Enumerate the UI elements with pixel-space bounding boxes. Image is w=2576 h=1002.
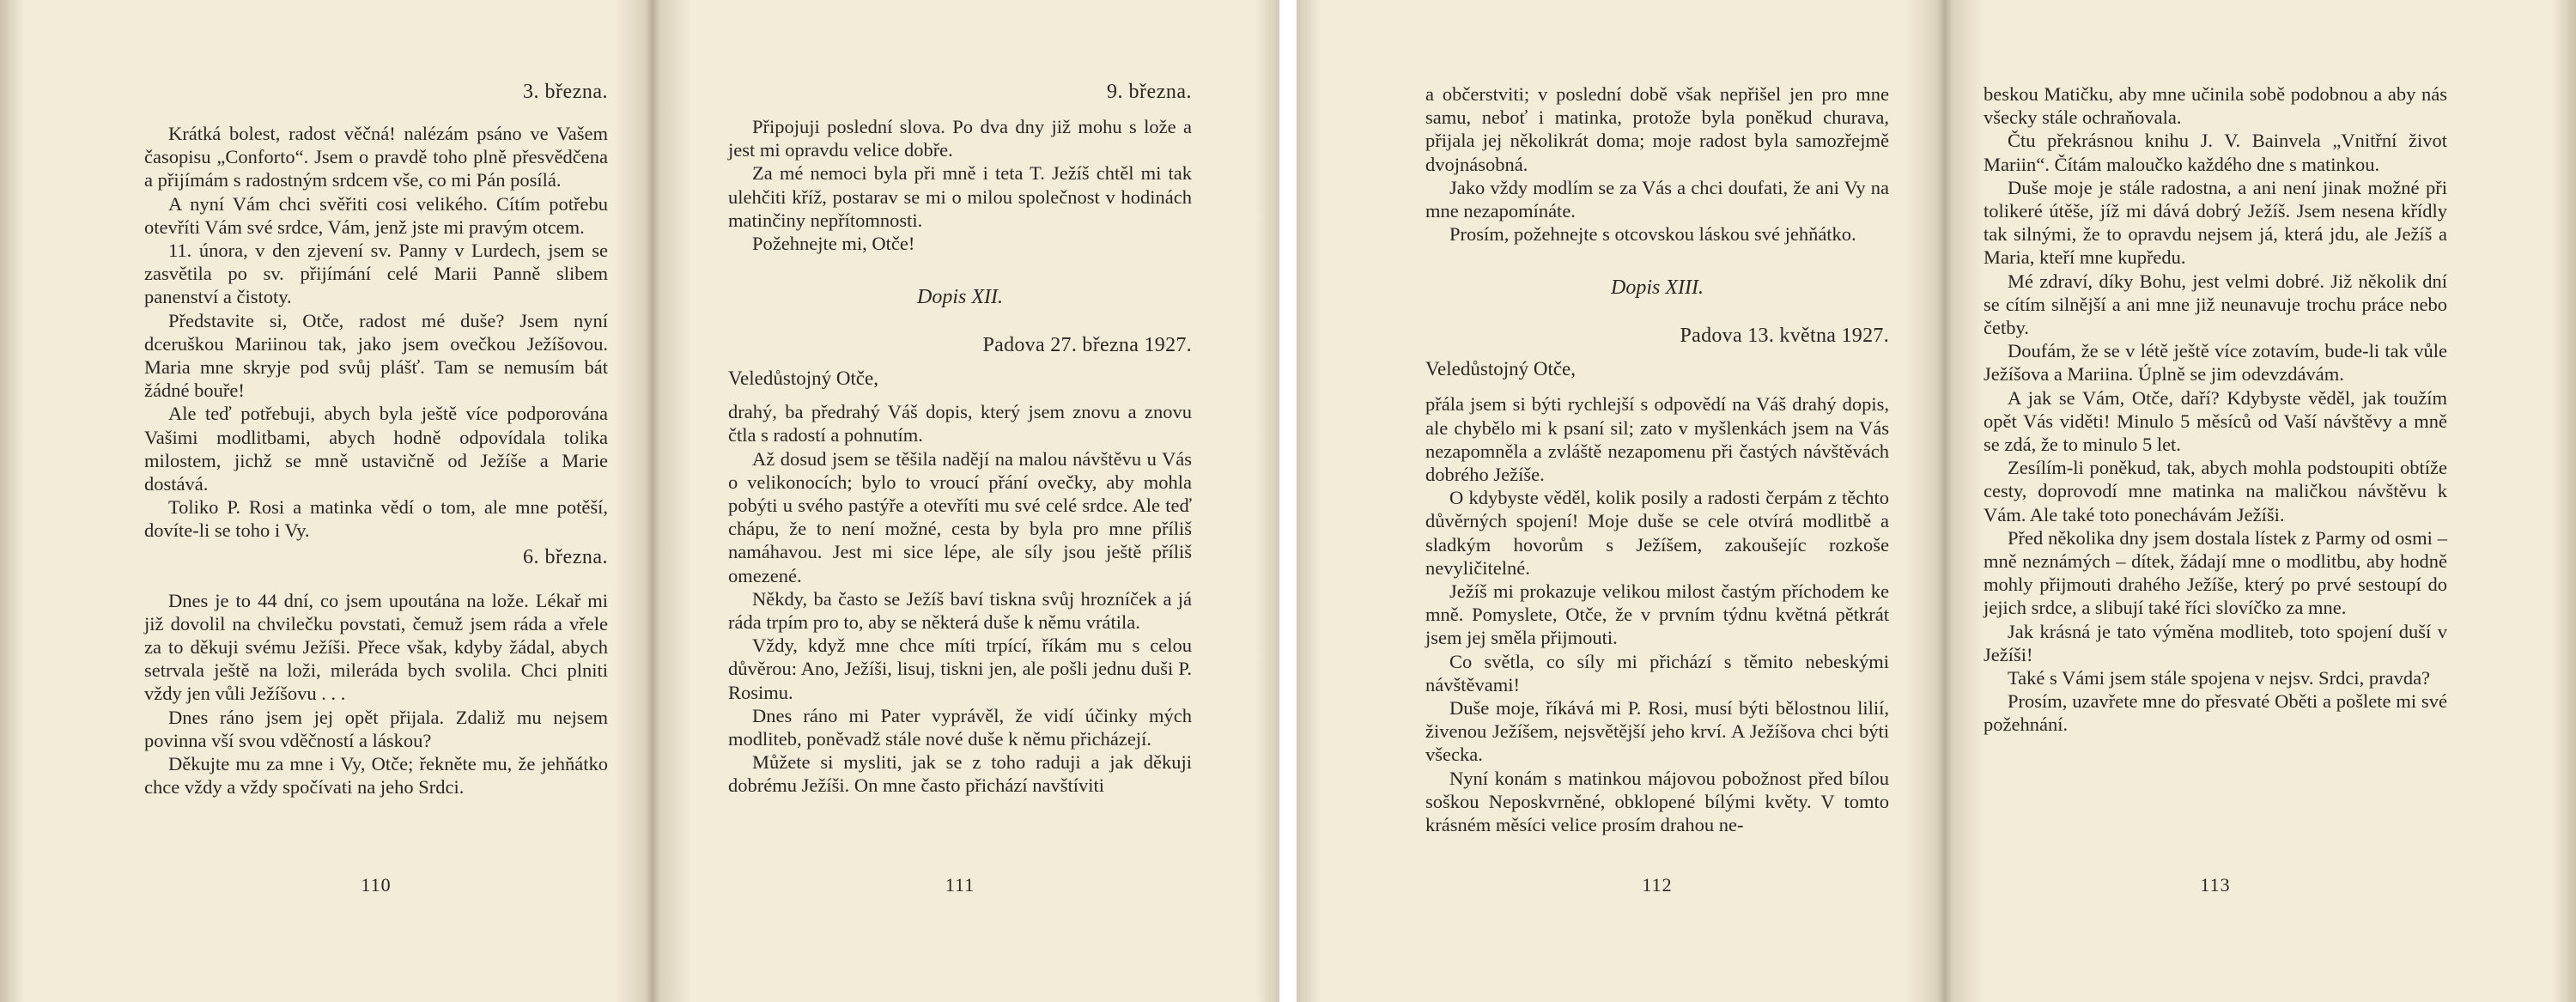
place-date: Padova 13. května 1927. <box>1680 325 1889 348</box>
right-spread <box>1297 0 2576 1002</box>
paragraph: Prosím, uzavřete mne do přesvaté Oběti a pošlete mi své požehnání. <box>1984 690 2447 736</box>
date-heading: 3. března. <box>523 81 608 103</box>
page-113 <box>1984 0 2447 1002</box>
paragraph: Dnes ráno mi Pater vyprávěl, že vidí účinky mých modliteb, poněvadž stále nové duše k němu přicházejí. <box>728 704 1192 750</box>
paragraph: Zesílím-li poněkud, tak, abych mohla podstoupiti obtíže cesty, doprovodí mne matinka na maličkou návštěvu k Vám. Ale také toto ponechávám Ježíši. <box>1984 457 2447 525</box>
paragraph: Děkujte mu za mne i Vy, Otče; řekněte mu, že jehňátko chce vždy a vždy spočívati na jeho Srdci. <box>144 753 608 799</box>
page-edge-shadow <box>2552 0 2576 1002</box>
paragraph: Jak krásná je tato výměna modliteb, toto spojení duší v Ježíši! <box>1984 620 2447 665</box>
date-heading: 9. března. <box>1107 81 1192 103</box>
paragraph: a občerstviti; v poslední době však nepřišel jen pro mne samu, neboť i matinka, protože byla poněkud churava, přijala jej několikrát doma; moje radost byla samozřejmě dvojnásobná. <box>1425 83 1889 175</box>
paragraph: Představite si, Otče, radost mé duše? Jsem nyní dceruškou Mariinou tak, jako jsem ovečkou Ježíšovou. Maria mne skryje pod svůj plášť. Tam se nemusím bát žádné bouře! <box>144 309 608 402</box>
paragraph: Za mé nemoci byla při mně i teta T. Ježíš chtěl mi tak ulehčiti kříž, postarav se mi o milou společnost v hodinách matinčiny nepřítomnosti. <box>728 162 1192 231</box>
paragraph: Duše moje, říkává mi P. Rosi, musí býti bělostnou lilií, živenou Ježíšem, nejsvětější jeho krví. A Ježíšova chci býti všecka. <box>1425 697 1889 766</box>
left-spread <box>0 0 1279 1002</box>
paragraph: Také s Vámi jsem stále spojena v nejsv. Srdci, pravda? <box>2008 667 2431 689</box>
paragraph: Dnes je to 44 dní, co jsem upoutána na lože. Lékař mi již dovolil na chvilečku povstati, čemuž jsem ráda a vřele za to děkuji svému Ježíši. Přece však, kdyby žádal, abych setrvala ještě na loži, milerádа bych svolila. Chci plniti vždy jen vůli Ježíšovu . . . <box>144 589 608 705</box>
paragraph: drahý, ba předrahý Váš dopis, který jsem znovu a znovu čtla s radostí a pohnutím. <box>728 401 1192 446</box>
book-gutter <box>1906 0 1984 1002</box>
paragraph: Ježíš mi prokazuje velikou milost častým příchodem ke mně. Pomyslete, Otče, že v prvním týdnu květná pětkrát jsem jej směla přijmouti. <box>1425 580 1889 649</box>
page-number: 110 <box>361 874 392 896</box>
page-edge-shadow <box>0 0 24 1002</box>
salutation: Veledůstojný Otče, <box>728 367 879 390</box>
paragraph: A nyní Vám chci svěřiti cosi velikého. Cítím potřebu otevříti Vám své srdce, Vám, jenž jste mi pravým otcem. <box>144 192 608 238</box>
paragraph: Až dosud jsem se těšila nadějí na malou návštěvu u Vás o velikonocích; bylo to vroucí přání ovečky, aby mohla pobýti u svého pastýře a otevříti mu své celé srdce. Ale teď chápu, že to není možné, cesta by byla pro mne příliš namáhavou. Jest mi sice lépe, ale síly jsou ještě příliš omezené. <box>728 447 1192 586</box>
paragraph: Prosím, požehnejte s otcovskou láskou své jehňátko. <box>1449 223 1856 246</box>
paragraph: Doufám, že se v létě ještě více zotavím, bude-li tak vůle Ježíšova a Mariina. Úplně se jim odevzdávám. <box>1984 340 2447 386</box>
page-edge-shadow <box>1255 0 1279 1002</box>
paragraph: 11. února, v den zjevení sv. Panny v Lurdech, jsem se zasvětila po sv. přijímání celé Marii Panně slibem panenství a čistoty. <box>144 240 608 308</box>
page-number: 113 <box>2200 874 2231 896</box>
paragraph: Krátká bolest, radost věčná! nalézám psáno ve Vašem časopisu „Conforto“. Jsem o pravdě toho plně přesvědčena a přijímám s radostným srdcem vše, co mi Pán posílá. <box>144 123 608 191</box>
date-heading: 6. března. <box>523 545 608 568</box>
page-111 <box>728 0 1192 1002</box>
paragraph: Nyní konám s matinkou májovou pobožnost před bílou soškou Neposkvrněné, obklopené bílými květy. V tomto krásném měsíci velice prosím drahou ne- <box>1425 767 1889 836</box>
paragraph: Čtu překrásnou knihu J. V. Bainvela „Vnitřní život Mariin“. Čítám maloučko každého dne s matinkou. <box>1984 130 2447 175</box>
page-number: 112 <box>1642 874 1673 896</box>
place-date: Padova 27. března 1927. <box>982 334 1192 357</box>
paragraph: Požehnejte mi, Otče! <box>752 233 915 255</box>
paragraph: O kdybyste věděl, kolik posily a radosti čerpám z těchto důvěrných spojení! Moje duše se cele otvírá modlitbě a sladkým hovorům s Ježíšem, zakoušejíc rozkoše nevyličitelné. <box>1425 487 1889 579</box>
paragraph: Někdy, ba často se Ježíš baví tiskna svůj hrozníček a já ráda trpím pro to, aby se některá duše k němu vrátila. <box>728 587 1192 634</box>
paragraph: Toliko P. Rosi a matinka vědí o tom, ale mne potěší, dovíte-li se toho i Vy. <box>144 496 608 542</box>
letter-title: Dopis XIII. <box>1611 276 1704 300</box>
paragraph: Mé zdraví, díky Bohu, jest velmi dobré. Již několik dní se cítím silnější a ani mne již neunavuje trochu práce nebo četby. <box>1984 270 2447 339</box>
paragraph: Před několika dny jsem dostala lístek z Parmy od osmi – mně neznámých – dítek, žádají mne o modlitbu, aby hodně mohly přijmouti drahého Ježíše, který po prvé sestoupí do jejich srdce, a slibují také říci slovíčko za mne. <box>1984 526 2447 619</box>
page-110 <box>144 0 608 1002</box>
page-number: 111 <box>945 874 975 896</box>
paragraph: Jako vždy modlím se za Vás a chci doufati, že ani Vy na mne nezapomínáte. <box>1425 176 1889 222</box>
page-edge-shadow <box>1297 0 1321 1002</box>
letter-title: Dopis XII. <box>917 286 1003 309</box>
paragraph: beskou Matičku, aby mne učinila sobě podobnou a aby nás všecky stále ochraňovala. <box>1984 83 2447 129</box>
paragraph: A jak se Vám, Otče, daří? Kdybyste věděl, jak toužím opět Vás viděti! Minulo 5 měsíců od Vaší návštěvy a mně se zdá, že to minulo 5 let. <box>1984 386 2447 456</box>
paragraph: přála jsem si býti rychlejší s odpovědí na Váš drahý dopis, ale chybělo mi k psaní sil; zato v myšlenkách jsem na Vás nezapomněla a zvláště nezapomenu při častých návštěvách dobrého Ježíše. <box>1425 393 1889 486</box>
book-gutter <box>614 0 691 1002</box>
salutation: Veledůstojný Otče, <box>1425 358 1577 380</box>
page-112 <box>1425 0 1889 1002</box>
paragraph: Ale teď potřebuji, abych byla ještě více podporována Vašimi modlitbami, abych hodně odpovídala tolika milostem, jichž se mně ustavičně od Ježíše a Marie dostává. <box>144 403 608 495</box>
paragraph: Můžete si mysliti, jak se z toho raduji a jak děkuji dobrému Ježíši. On mne často přichází navštíviti <box>728 751 1192 797</box>
paragraph: Duše moje je stále radostna, a ani není jinak možné při tolikeré útěše, jíž mi dává dobrý Ježíš. Jsem nesena křídly tak silnými, že to opravdu nejsem já, která jdu, ale Ježíš a Maria, kteří mne kupředu. <box>1984 176 2447 269</box>
paragraph: Vždy, když mne chce míti trpící, říkám mu s celou důvěrou: Ano, Ježíši, lisuj, tiskni jen, ale pošli jednu duši P. Rosimu. <box>728 635 1192 703</box>
paragraph: Dnes ráno jsem jej opět přijala. Zdaliž mu nejsem povinna vší svou vděčností a láskou? <box>144 706 608 751</box>
paragraph: Připojuji poslední slova. Po dva dny již mohu s lože a jest mi opravdu velice dobře. <box>728 116 1192 161</box>
paragraph: Co světla, co síly mi přichází s těmito nebeskými návštěvami! <box>1425 650 1889 695</box>
